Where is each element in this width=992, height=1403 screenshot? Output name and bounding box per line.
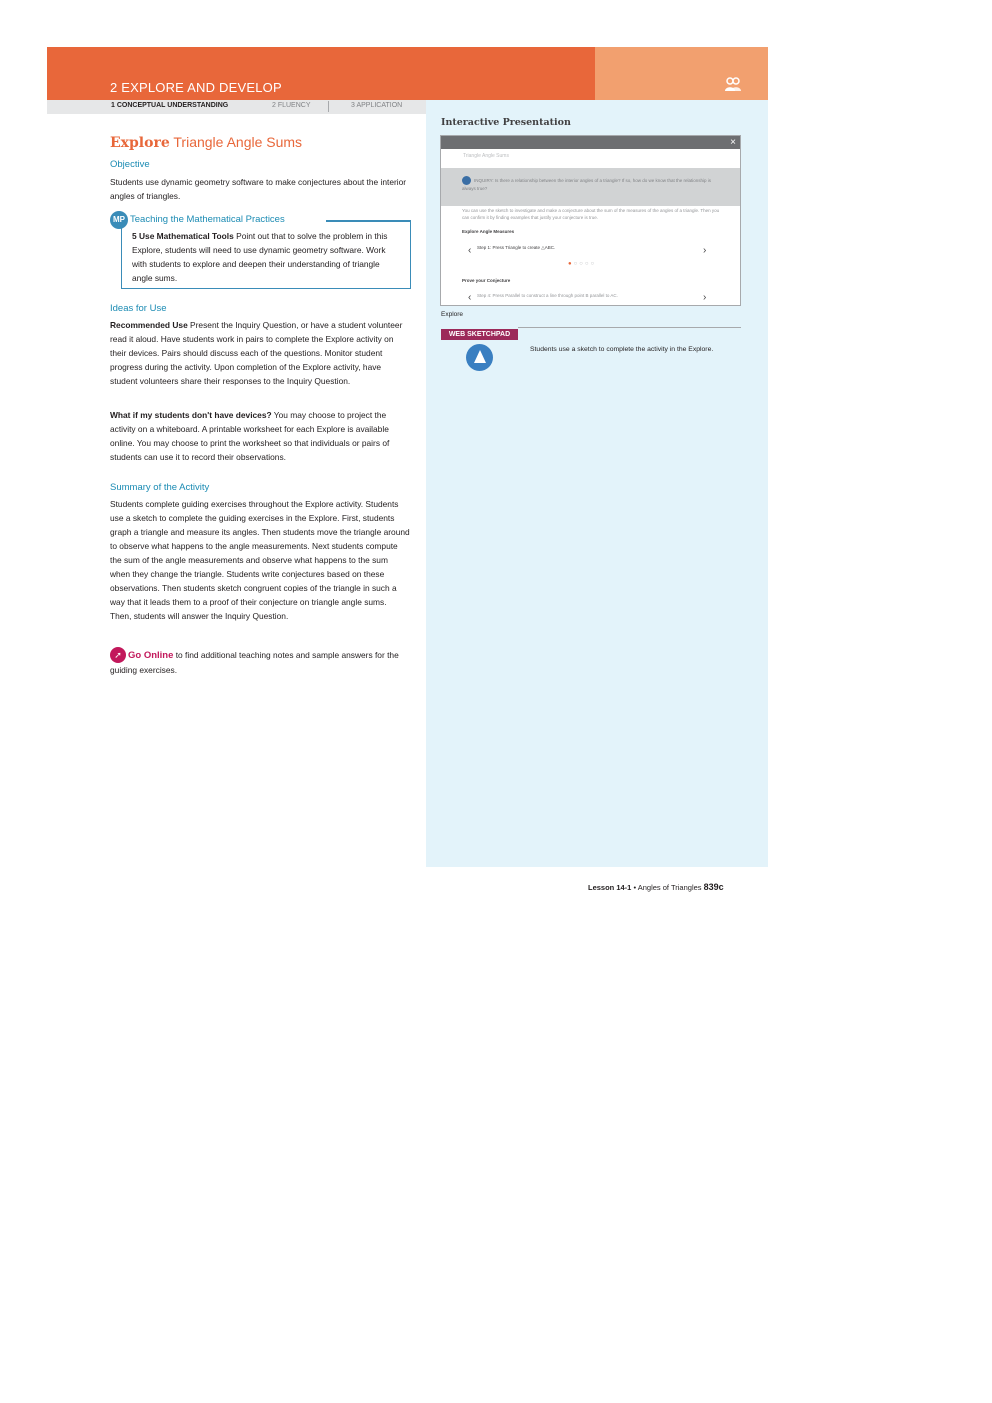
page-title bbox=[110, 134, 302, 151]
screenshot-title: Triangle Angle Sums bbox=[463, 153, 509, 159]
page-footer bbox=[588, 882, 724, 892]
math-practices-rule bbox=[326, 220, 411, 222]
chevron-left-icon: ‹ bbox=[468, 245, 472, 256]
ideas-p2-text: You may choose to project the activity on a whiteboard. A printable worksheet for each Explore is available online. You may choose to print the worksheet so that individuals or pairs of students can use it to record their observations. bbox=[110, 410, 390, 462]
screenshot-inquiry-text: INQUIRY: Is there a relationship between the interior angles of a triangle? If so, how do we know that the relationship is always true? bbox=[462, 178, 712, 191]
ideas-paragraph-2 bbox=[110, 408, 410, 464]
section-title: 2 EXPLORE AND DEVELOP bbox=[110, 80, 282, 95]
go-online-link[interactable]: Go Online bbox=[128, 650, 174, 661]
section-header-accent bbox=[595, 47, 768, 100]
footer-lesson: Lesson 14-1 bbox=[588, 883, 632, 892]
objective-text: Students use dynamic geometry software to make conjectures about the interior angles of triangles. bbox=[110, 177, 407, 201]
screenshot-inquiry-band bbox=[441, 168, 740, 206]
summary-heading: Summary of the Activity bbox=[110, 482, 210, 493]
math-practices-body: Point out that to solve the problem in this Explore, students will need to use dynamic geometry software. Work with students to explore and deepen their understanding of triangle angle sums. bbox=[132, 231, 388, 283]
title-rest: Triangle Angle Sums bbox=[169, 134, 303, 150]
close-icon: × bbox=[730, 137, 736, 148]
math-practices-heading: Teaching the Mathematical Practices bbox=[130, 214, 285, 225]
ideas-heading: Ideas for Use bbox=[110, 303, 167, 314]
title-bold: Explore bbox=[110, 135, 170, 151]
tab-conceptual-understanding[interactable]: 1 CONCEPTUAL UNDERSTANDING bbox=[111, 102, 229, 109]
tab-bar bbox=[47, 100, 426, 114]
tab-divider bbox=[328, 101, 329, 112]
screenshot-section-1: Explore Angle Measures bbox=[462, 229, 515, 234]
tab-application[interactable]: 3 APPLICATION bbox=[351, 102, 403, 109]
presentation-screenshot bbox=[440, 135, 741, 306]
pagination-dots: ●○○○○ bbox=[568, 261, 597, 267]
web-sketchpad-text: Students use a sketch to complete the activity in the Explore. bbox=[530, 346, 714, 353]
page-number: 839c bbox=[703, 882, 724, 892]
web-sketchpad-rule bbox=[518, 327, 741, 328]
ideas-p1-text: Present the Inquiry Question, or have a student volunteer read it aloud. Have students work in pairs to complete the Explore activity on their devices. Pairs should discuss each of the questions. Monitor student progress during the activity. Upon completion of the Explore activity, have student volunteers share their responses to the Inquiry Question. bbox=[110, 320, 403, 386]
go-online-body: to find additional teaching notes and sample answers for the guiding exercises. bbox=[110, 650, 399, 675]
interactive-presentation-heading: Interactive Presentation bbox=[441, 117, 571, 128]
section-header bbox=[47, 47, 595, 100]
screenshot-caption: Explore bbox=[441, 311, 464, 318]
ideas-p2-bold: What if my students don't have devices? bbox=[110, 410, 272, 420]
web-sketchpad-label: WEB SKETCHPAD bbox=[441, 329, 518, 340]
math-practices-bold: 5 Use Mathematical Tools bbox=[132, 231, 234, 241]
math-practices-text bbox=[132, 229, 402, 285]
mp-icon: MP bbox=[110, 211, 128, 229]
go-online-text bbox=[110, 648, 410, 677]
chevron-right-icon: › bbox=[703, 292, 707, 303]
screenshot-instruction: You can use the sketch to investigate and make a conjecture about the sum of the measures of the angles of a triangle. Then you can confirm it by finding examples that justify your conjecture is true. bbox=[462, 208, 720, 220]
screenshot-step-2: Step 4: Press Parallel to construct a line through point B parallel to AC. bbox=[477, 293, 618, 298]
ideas-p1-bold: Recommended Use bbox=[110, 320, 188, 330]
tab-fluency[interactable]: 2 FLUENCY bbox=[272, 102, 311, 109]
screenshot-step-1: Step 1: Press Triangle to create △ABC. bbox=[477, 245, 556, 250]
summary-text: Students complete guiding exercises throughout the Explore activity. Students use a sketch to complete the guiding exercises in the Explore. First, students graph a triangle and measure its angles. Then students move the triangle around to observe what happens to the angle measurements. Next students compute the sum of the angle measurements and observe what happens to the sum when they change the triangle. Students write conjectures based on these observations. Then students sketch congruent copies of the triangle in such a way that it leads them to a proof of their conjecture on triangle angle sums. Then, students will answer the Inquiry Question. bbox=[110, 499, 410, 621]
footer-bullet: • bbox=[631, 883, 638, 892]
cursor-icon: ➚ bbox=[110, 647, 126, 663]
screenshot-section-2: Prove your Conjecture bbox=[462, 278, 511, 283]
screenshot-titlebar bbox=[441, 136, 740, 149]
ideas-paragraph-1 bbox=[110, 318, 410, 388]
people-icon bbox=[724, 76, 742, 92]
compass-icon bbox=[466, 344, 493, 371]
objective-heading: Objective bbox=[110, 159, 150, 170]
footer-topic: Angles of Triangles bbox=[637, 883, 702, 892]
chevron-left-icon: ‹ bbox=[468, 292, 472, 303]
chevron-right-icon: › bbox=[703, 245, 707, 256]
